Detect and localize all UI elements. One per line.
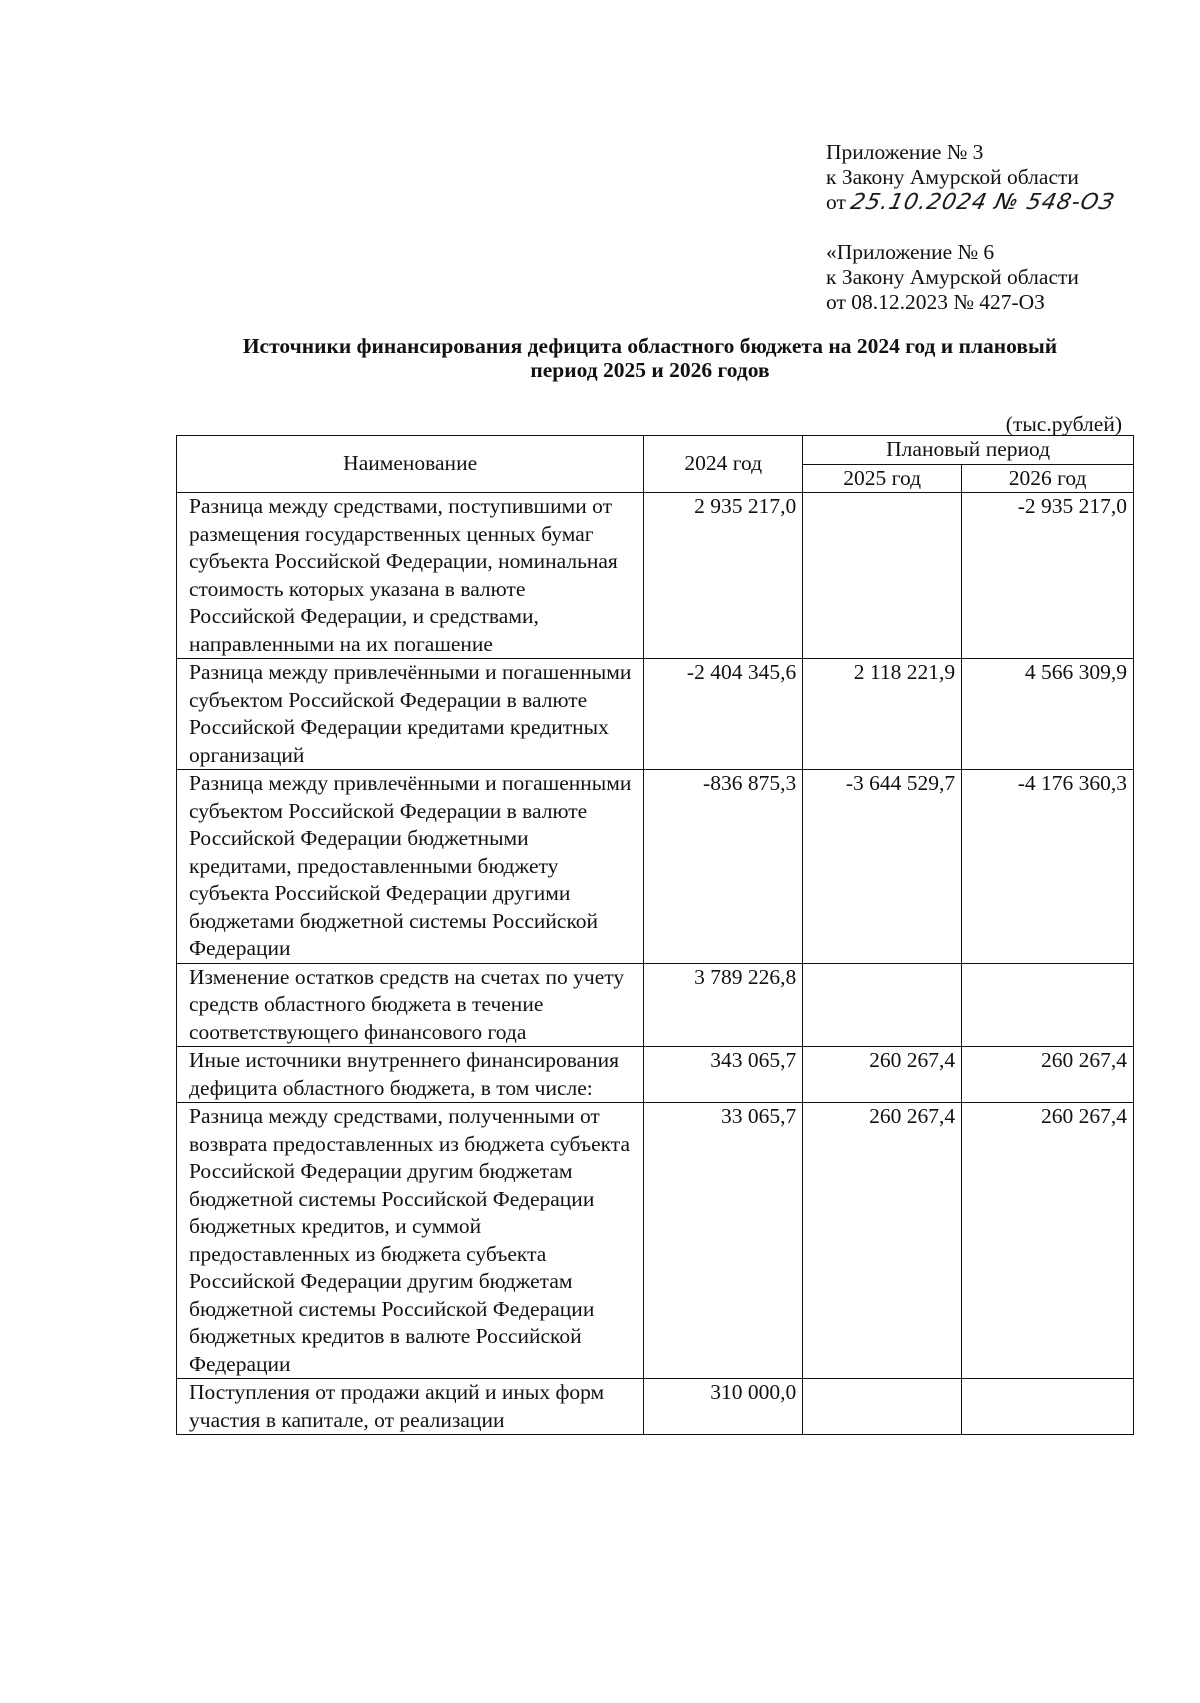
handwritten-date-number: 25.10.2024 № 548-ОЗ [848,190,1118,215]
attachment-date-prefix: от [826,190,846,214]
table-row [177,1103,1134,1379]
row-name: Разница между средствами, поступившими от размещения государственных ценных бумаг субъекта Российской Федерации, номинальная стоимость которых указана в валюте Российской Федерации, и средствами, направленными на их погашение [177,493,644,659]
row-value-2024: 3 789 226,8 [644,963,803,1047]
row-value-2024: -836 875,3 [644,770,803,964]
row-value-2026: 260 267,4 [962,1047,1134,1103]
amended-law-date: от 08.12.2023 № 427-ОЗ [826,290,1045,314]
attachment-number: Приложение № 3 [826,140,984,164]
row-value-2024: 33 065,7 [644,1103,803,1379]
row-value-2026: -4 176 360,3 [962,770,1134,964]
title-line-1: Источники финансирования дефицита областного бюджета на 2024 год и плановый [242,334,1058,358]
table-row [177,1379,1134,1435]
attachment-date-line [826,190,1118,215]
header-name: Наименование [177,436,644,493]
row-value-2024: 310 000,0 [644,1379,803,1435]
row-value-2026: 4 566 309,9 [962,659,1134,770]
amended-attachment-header [826,240,1079,315]
table-body [177,493,1134,1435]
row-name: Разница между привлечёнными и погашенными субъектом Российской Федерации в валюте Российской Федерации бюджетными кредитами, предоставленными бюджету субъекта Российской Федерации другими бюджетами бюджетной системы Российской Федерации [177,770,644,964]
row-name: Иные источники внутреннего финансирования дефицита областного бюджета, в том числе: [177,1047,644,1103]
row-name: Разница между привлечёнными и погашенными субъектом Российской Федерации в валюте Российской Федерации кредитами кредитных организаций [177,659,644,770]
row-value-2025: 260 267,4 [803,1047,962,1103]
table-header [177,436,1134,493]
row-value-2025 [803,493,962,659]
amended-attachment-number: «Приложение № 6 [826,240,995,264]
amended-law-reference: к Закону Амурской области [826,265,1079,289]
row-name: Разница между средствами, полученными от возврата предоставленных из бюджета субъекта Российской Федерации другим бюджетам бюджетной системы Российской Федерации бюджетных кредитов, и суммой предоставленных из бюджета субъекта Российской Федерации другим бюджетам бюджетной системы Российской Федерации бюджетных кредитов в валюте Российской Федерации [177,1103,644,1379]
table-row [177,770,1134,964]
row-value-2026: -2 935 217,0 [962,493,1134,659]
row-value-2025: -3 644 529,7 [803,770,962,964]
title-line-2: период 2025 и 2026 годов [530,358,770,382]
row-value-2025: 260 267,4 [803,1103,962,1379]
header-planned-period: Плановый период [803,436,1134,465]
attachment-law-reference: к Закону Амурской области [826,165,1079,189]
header-2024: 2024 год [644,436,803,493]
row-value-2024: 343 065,7 [644,1047,803,1103]
units-label: (тыс.рублей) [1005,412,1122,436]
table-row [177,963,1134,1047]
row-name: Изменение остатков средств на счетах по учету средств областного бюджета в течение соответствующего финансового года [177,963,644,1047]
attachment-header [826,140,1118,215]
header-2025: 2025 год [803,464,962,493]
table-row [177,659,1134,770]
row-value-2024: -2 404 345,6 [644,659,803,770]
row-value-2026: 260 267,4 [962,1103,1134,1379]
row-value-2026 [962,963,1134,1047]
header-2026: 2026 год [962,464,1134,493]
table-row [177,493,1134,659]
row-value-2025 [803,1379,962,1435]
row-value-2025 [803,963,962,1047]
row-value-2026 [962,1379,1134,1435]
document-title [160,334,1140,382]
row-value-2025: 2 118 221,9 [803,659,962,770]
row-value-2024: 2 935 217,0 [644,493,803,659]
budget-sources-table [176,435,1134,1435]
table-row [177,1047,1134,1103]
row-name: Поступления от продажи акций и иных форм участия в капитале, от реализации [177,1379,644,1435]
